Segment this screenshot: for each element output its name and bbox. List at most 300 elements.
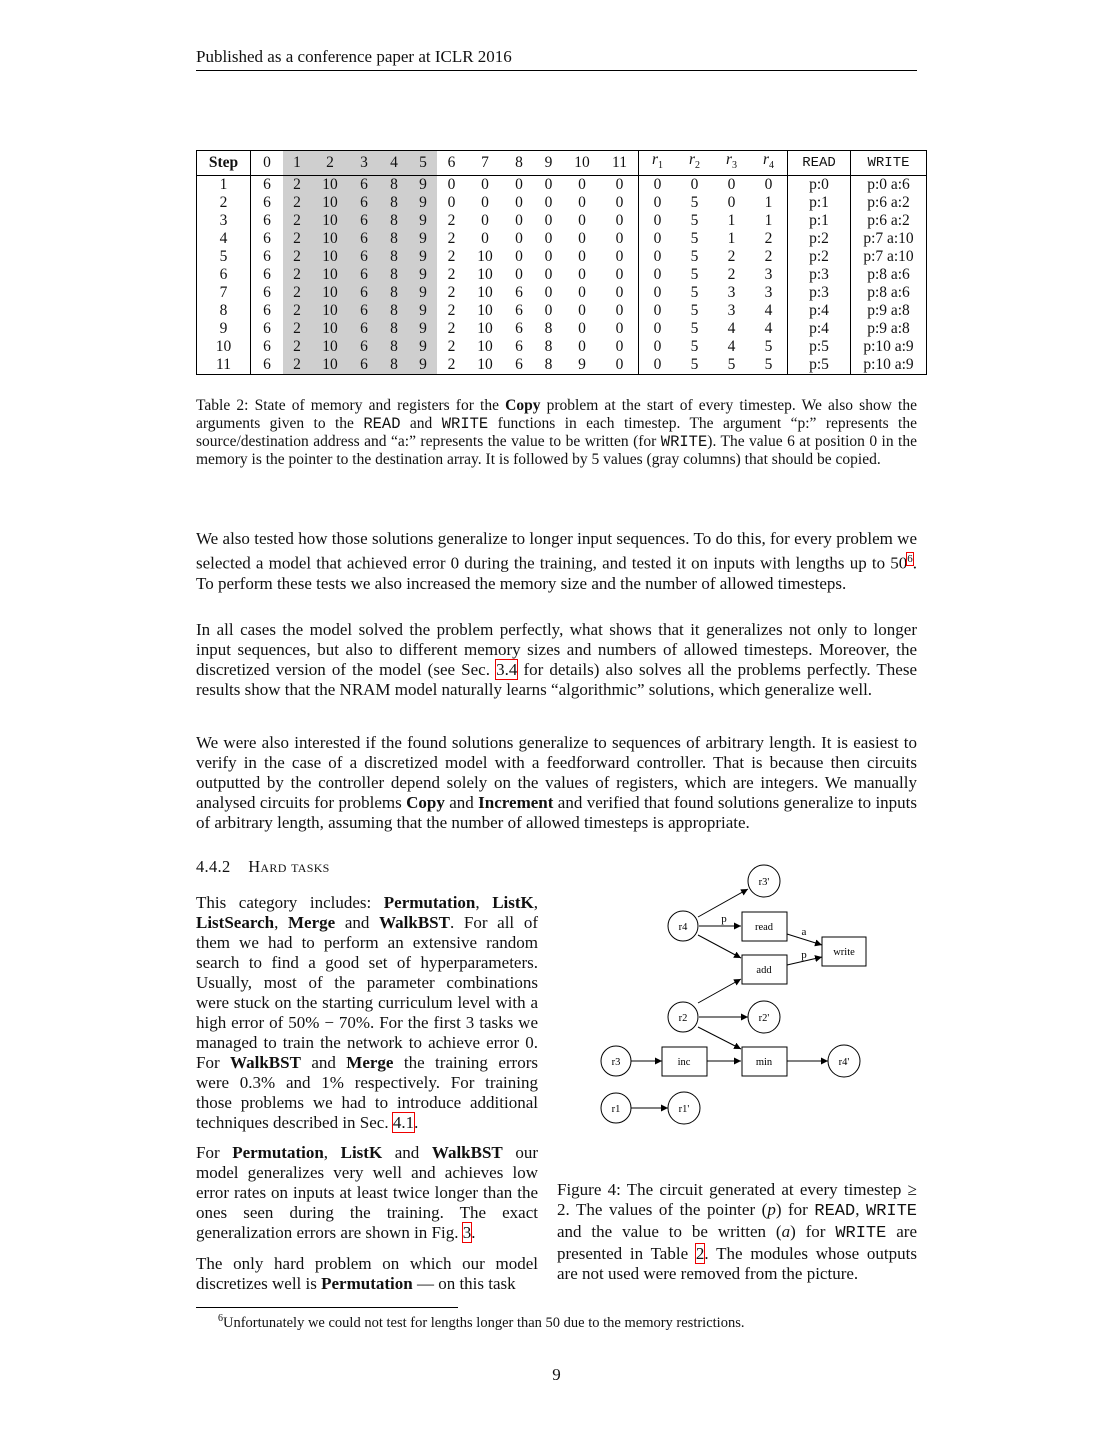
table-cell: 9 (409, 230, 437, 248)
table-cell: 9 (409, 266, 437, 284)
bold-term: Merge (288, 913, 336, 932)
column-header: 6 (437, 151, 466, 176)
table-cell: 1 (197, 176, 251, 195)
table-cell: 0 (481, 176, 489, 194)
table-cell: 2 (283, 248, 311, 266)
table-cell: 0 (615, 302, 624, 320)
table-cell: 2 (447, 230, 456, 248)
column-header: 2 (311, 151, 349, 176)
table-cell: 5 (690, 248, 699, 266)
table-cell: 6 (263, 176, 271, 194)
table-cell: 0 (515, 266, 523, 284)
table-cell: 0 (639, 248, 677, 266)
text: — on this task (412, 1274, 516, 1293)
footnote (196, 1313, 917, 1332)
column-header: $r_1$ (639, 151, 677, 176)
table-cell: 4 (764, 320, 773, 338)
text: ) for (775, 1200, 815, 1219)
column-header: $r_4$ (750, 151, 788, 176)
table-cell: 10 (477, 302, 493, 320)
table-cell: 0 (544, 230, 553, 248)
table-row (197, 302, 927, 320)
table-cell: 9 (409, 194, 437, 212)
column-header: 8 (504, 151, 534, 176)
bold-term: Permutation (232, 1143, 324, 1162)
table-cell: 2 (447, 266, 456, 284)
footnote-rule (196, 1307, 458, 1308)
table-cell: 5 (690, 356, 699, 374)
table-cell: 3 (727, 284, 736, 302)
table-cell: 2 (764, 248, 773, 266)
caption-text: and (400, 415, 442, 432)
text: , (855, 1200, 866, 1219)
caption-text: problem at the start of every timestep. We also show the arguments given to the (196, 397, 917, 432)
table-cell: 8 (379, 212, 409, 230)
table-cell: 10 (311, 284, 349, 302)
table-cell: 10 (477, 338, 493, 356)
text: In all cases the model solved the problem perfectly, what shows that it generalizes not only to longer input sequences, but also to different memory sizes and numbers of allowed timesteps. Moreover, the discretized version of the model (see Sec. (196, 620, 917, 679)
table-cell: p:5 (788, 338, 851, 356)
label-r1: r1 (611, 1104, 621, 1115)
table-cell: 2 (283, 194, 311, 212)
table-cell: 10 (311, 212, 349, 230)
table-cell: 8 (379, 284, 409, 302)
table-cell: 9 (409, 212, 437, 230)
table-cell: 6 (263, 320, 271, 338)
text: and (335, 913, 380, 932)
column-header: 0 (251, 151, 284, 176)
table-cell: 0 (544, 248, 553, 266)
code: WRITE (866, 1202, 918, 1221)
text: for details) also solves all the problems perfectly. These results show that the NRAM model naturally learns “algorithmic” solutions, which generalize well. (196, 660, 917, 699)
column-header: 3 (349, 151, 379, 176)
table-cell: 0 (515, 212, 523, 230)
text: ) for (790, 1222, 836, 1241)
table-cell: 8 (379, 176, 409, 195)
bold-term: Permutation (383, 893, 476, 912)
table-cell: 10 (477, 356, 493, 374)
text: , (274, 913, 288, 932)
page-number: 9 (552, 1365, 561, 1384)
table-cell: 0 (544, 266, 553, 284)
table-cell: 2 (447, 284, 456, 302)
table-2-caption (196, 397, 917, 469)
table-cell: 2 (764, 230, 773, 248)
column-header: 11 (601, 151, 639, 176)
text: and the value to be written ( (557, 1222, 782, 1241)
table-cell: 0 (515, 194, 523, 212)
column-header: $r_3$ (713, 151, 750, 176)
table-cell: p:6 a:2 (851, 212, 927, 230)
table-cell: 3 (764, 284, 773, 302)
bold-term: WalkBST (230, 1053, 301, 1072)
table-cell: 8 (379, 194, 409, 212)
table-row (197, 320, 927, 338)
text: , (533, 893, 539, 912)
caption-code: WRITE (660, 433, 708, 451)
table-cell: 1 (764, 212, 773, 230)
table-cell: 2 (447, 248, 456, 266)
label-r2: r2 (678, 1013, 688, 1024)
table-cell: 6 (515, 302, 523, 320)
table-cell: 5 (727, 356, 736, 374)
figure-4-circuit-diagram (590, 855, 880, 1130)
table-2 (196, 150, 927, 375)
text: our model generalizes very well and achieves low error rates on inputs at least twice longer than the ones seen during the training. The exact generalization errors are shown in Fig. (196, 1143, 539, 1242)
table-cell: 5 (690, 194, 699, 212)
table-cell: 6 (349, 338, 379, 356)
table-cell: 8 (379, 266, 409, 284)
table-cell: 6 (515, 320, 523, 338)
table-cell: 10 (311, 266, 349, 284)
table-cell: 0 (639, 356, 677, 375)
table-cell: 0 (578, 284, 586, 302)
caption-text: ). The value 6 at position 0 in the memory is the pointer to the destination array. It is followed by 5 values (gray columns) that should be copied. (196, 433, 917, 468)
table-cell: 0 (481, 194, 489, 212)
paragraph-hard-tasks (196, 893, 538, 1133)
table-cell: 6 (263, 284, 271, 302)
table-cell: 1 (727, 212, 736, 230)
table-cell: 0 (447, 176, 456, 194)
table-cell: 10 (311, 194, 349, 212)
table-cell: 8 (379, 302, 409, 320)
table-cell: 2 (447, 320, 456, 338)
table-cell: p:6 a:2 (851, 194, 927, 212)
footnote-text: Unfortunately we could not test for lengths longer than 50 due to the memory restrictions. (223, 1314, 745, 1331)
text: , (323, 1143, 341, 1162)
table-cell: 6 (349, 320, 379, 338)
section-number: 4.4.2 (196, 857, 231, 876)
table-cell: 5 (690, 212, 699, 230)
table-cell: p:0 (788, 176, 851, 195)
table-cell: 8 (379, 320, 409, 338)
table-cell: 5 (690, 230, 699, 248)
text: , (475, 893, 493, 912)
table-cell: 2 (283, 302, 311, 320)
table-cell: 5 (690, 338, 699, 356)
table-cell: 0 (615, 356, 624, 374)
section-title: Hard tasks (248, 857, 330, 876)
table-cell: p:4 (788, 320, 851, 338)
table-cell: 2 (283, 230, 311, 248)
table-cell: 2 (283, 356, 311, 375)
table-cell: 6 (263, 356, 271, 374)
table-cell: 7 (197, 284, 251, 302)
table-cell: 8 (544, 320, 553, 338)
code: READ (814, 1202, 856, 1221)
table-cell: 5 (764, 356, 773, 374)
table-cell: 2 (283, 338, 311, 356)
section-ref-link[interactable]: 4.1 (392, 1113, 415, 1132)
table-cell: 6 (349, 284, 379, 302)
table-cell: 4 (727, 338, 736, 356)
table-cell: 1 (764, 194, 773, 212)
table-cell: 6 (263, 248, 271, 266)
table-cell: 5 (690, 302, 699, 320)
footnote-ref[interactable]: 6 (907, 553, 913, 565)
table-cell: 10 (311, 356, 349, 375)
code: WRITE (835, 1224, 887, 1243)
table-cell: 0 (639, 320, 677, 338)
paragraph-results (196, 620, 917, 700)
table-cell: 9 (409, 248, 437, 266)
table-cell: 10 (311, 248, 349, 266)
table-cell: 9 (578, 356, 586, 374)
text: and (444, 793, 479, 812)
table-cell: 8 (544, 338, 553, 356)
column-header: 9 (534, 151, 563, 176)
table-header-row (197, 151, 927, 176)
table-cell: 2 (727, 248, 736, 266)
table-cell: 8 (197, 302, 251, 320)
label-r1-prime: r1' (678, 1104, 690, 1115)
table-cell: 0 (578, 194, 586, 212)
table-cell: 1 (727, 230, 736, 248)
table-cell: 3 (197, 212, 251, 230)
text: and (382, 1143, 432, 1162)
text: the training errors were 0.3% and 1% respectively. For training those problems we had to introduce additional techniques described in Sec. (196, 1053, 538, 1132)
text: We also tested how those solutions generalize to longer input sequences. To do this, for every problem we selected a model that achieved error 0 during the training, and tested it on inputs with lengths up to 50 (196, 529, 917, 573)
caption-bold: Copy (505, 397, 541, 414)
table-cell: p:8 a:6 (851, 284, 927, 302)
label-r3-prime: r3' (758, 877, 770, 888)
table-cell: 0 (578, 320, 586, 338)
table-cell: p:3 (788, 284, 851, 302)
table-cell: 6 (349, 248, 379, 266)
table-cell: 0 (515, 248, 523, 266)
table-cell: 9 (409, 302, 437, 320)
bold-term: WalkBST (379, 913, 450, 932)
bold-term: Increment (478, 793, 554, 812)
table-cell: 0 (615, 266, 624, 284)
table-cell: p:3 (788, 266, 851, 284)
table-cell: 8 (544, 356, 553, 374)
footnote-mark: 6 (218, 1313, 223, 1324)
table-cell: 9 (409, 356, 437, 375)
figure-ref-link[interactable]: 3 (462, 1223, 472, 1242)
label-r4: r4 (678, 922, 688, 933)
table-cell: 10 (311, 320, 349, 338)
column-header: WRITE (851, 151, 927, 176)
text: The only hard problem on which our model discretizes well is (196, 1254, 538, 1293)
edge-label-p: p (801, 949, 807, 961)
text: We were also interested if the found solutions generalize to sequences of arbitrary length. It is easiest to verify in the case of a discretized model with a feedforward controller. That is because then circuits outputted by the controller depend solely on the values of registers, which are integers. We manually analysed circuits for problems (196, 733, 917, 812)
table-cell: 6 (349, 356, 379, 375)
table-cell: 2 (447, 302, 456, 320)
figure-4-caption (557, 1180, 917, 1284)
table-cell: 0 (639, 194, 677, 212)
column-header: 7 (466, 151, 504, 176)
caption-text: functions in each timestep. The argument “p:” represents the source/destination address and “a:” represents the value to be written (for (196, 415, 917, 450)
memory-state-table (196, 150, 927, 375)
column-header: $r_2$ (676, 151, 713, 176)
table-cell: 6 (515, 338, 523, 356)
table-cell: 6 (263, 194, 271, 212)
bold-term: WalkBST (431, 1143, 503, 1162)
table-cell: 0 (544, 176, 553, 194)
table-cell: 0 (615, 248, 624, 266)
math-var: a (781, 1222, 791, 1241)
table-cell: 0 (615, 320, 624, 338)
table-cell: 9 (409, 338, 437, 356)
table-cell: 6 (349, 212, 379, 230)
table-cell: 6 (197, 266, 251, 284)
text: . For all of them we had to perform an extensive random search to find a good set of hyperparameters. Usually, most of the parameter combinations were stuck on the starting curriculum level with a high error of 50% − 70%. For the first 3 tasks we managed to train the network to achieve error 0. For (196, 913, 538, 1072)
table-cell: 2 (727, 266, 736, 284)
table-cell: 0 (639, 266, 677, 284)
table-cell: 10 (477, 320, 493, 338)
table-row (197, 212, 927, 230)
caption-label: Table 2: (196, 397, 249, 414)
table-cell: 0 (481, 230, 489, 248)
table-cell: 6 (263, 266, 271, 284)
table-cell: 0 (727, 194, 736, 212)
bold-term: Permutation (321, 1274, 413, 1293)
table-cell: 2 (447, 212, 456, 230)
table-cell: 0 (544, 212, 553, 230)
text: . To perform these tests we also increased the memory size and the number of allowed timesteps. (196, 553, 917, 593)
table-cell: 0 (578, 266, 586, 284)
section-ref-link[interactable]: 3.4 (496, 660, 518, 679)
table-cell: 0 (639, 284, 677, 302)
table-cell: 0 (615, 230, 624, 248)
table-cell: p:10 a:9 (851, 356, 927, 375)
table-cell: 6 (349, 176, 379, 195)
table-cell: 5 (197, 248, 251, 266)
table-cell: 0 (578, 248, 586, 266)
table-row (197, 338, 927, 356)
table-cell: 9 (197, 320, 251, 338)
text: . (471, 1223, 476, 1242)
text: are presented in Table (557, 1222, 917, 1263)
paragraph-generalize (196, 1143, 538, 1243)
table-cell: 4 (197, 230, 251, 248)
table-cell: 2 (283, 212, 311, 230)
column-header: READ (788, 151, 851, 176)
table-cell: 6 (263, 302, 271, 320)
table-row (197, 230, 927, 248)
table-cell: 5 (690, 284, 699, 302)
table-cell: 0 (615, 338, 624, 356)
bold-term: Merge (346, 1053, 394, 1072)
table-cell: 10 (311, 176, 349, 195)
table-cell: 0 (544, 284, 553, 302)
table-cell: 0 (615, 176, 624, 194)
table-cell: 10 (477, 284, 493, 302)
table-cell: 0 (615, 284, 624, 302)
table-cell: 0 (578, 230, 586, 248)
table-cell: 6 (263, 212, 271, 230)
bold-term: Copy (406, 793, 445, 812)
table-cell: p:5 (788, 356, 851, 375)
table-cell: 6 (515, 356, 523, 374)
table-cell: 4 (727, 320, 736, 338)
table-cell: 0 (764, 176, 773, 194)
table-cell: 9 (409, 320, 437, 338)
text: This category includes: (196, 893, 384, 912)
table-cell: p:1 (788, 194, 851, 212)
table-cell: 6 (263, 338, 271, 356)
bold-term: ListSearch (196, 913, 275, 932)
text: Figure 4: The circuit generated at every timestep ≥ 2. The values of the pointer ( (557, 1180, 917, 1219)
table-cell: 10 (477, 248, 493, 266)
table-row (197, 194, 927, 212)
table-cell: 0 (578, 338, 586, 356)
table-cell: 0 (639, 176, 677, 195)
table-cell: 9 (409, 284, 437, 302)
table-cell: 5 (690, 320, 699, 338)
table-cell: 0 (639, 302, 677, 320)
table-cell: p:9 a:8 (851, 302, 927, 320)
table-cell: 3 (727, 302, 736, 320)
table-row (197, 356, 927, 375)
table-cell: p:7 a:10 (851, 230, 927, 248)
table-cell: 8 (379, 356, 409, 375)
math-var: p (767, 1200, 776, 1219)
table-cell: 10 (311, 338, 349, 356)
table-row (197, 266, 927, 284)
table-cell: p:10 a:9 (851, 338, 927, 356)
label-r3: r3 (611, 1057, 621, 1068)
table-cell: 6 (515, 284, 523, 302)
table-cell: 8 (379, 230, 409, 248)
label-min: min (755, 1057, 773, 1068)
table-cell: 6 (349, 230, 379, 248)
label-add: add (756, 965, 772, 976)
table-cell: p:9 a:8 (851, 320, 927, 338)
table-cell: 10 (311, 302, 349, 320)
table-cell: p:1 (788, 212, 851, 230)
table-cell: 0 (615, 194, 624, 212)
table-cell: 10 (197, 338, 251, 356)
table-cell: 0 (447, 194, 456, 212)
table-cell: 6 (349, 194, 379, 212)
table-cell: 2 (447, 338, 456, 356)
label-r2-prime: r2' (758, 1013, 770, 1024)
table-cell: 2 (283, 176, 311, 195)
table-cell: 2 (447, 356, 456, 374)
label-inc: inc (677, 1057, 691, 1068)
table-cell: 2 (283, 284, 311, 302)
table-cell: 0 (578, 212, 586, 230)
column-header: Step (197, 151, 251, 176)
bold-term: ListK (492, 893, 534, 912)
table-cell: p:2 (788, 230, 851, 248)
table-cell: 6 (263, 230, 271, 248)
table-ref-link[interactable]: 2 (695, 1244, 705, 1263)
label-write: write (833, 947, 855, 958)
table-row (197, 284, 927, 302)
table-cell: 4 (764, 302, 773, 320)
table-cell: p:7 a:10 (851, 248, 927, 266)
paragraph-discretize (196, 1254, 538, 1294)
caption-text: State of memory and registers for the (248, 397, 506, 414)
label-r4-prime: r4' (838, 1057, 850, 1068)
table-cell: 0 (544, 302, 553, 320)
text: . The modules whose outputs are not used were removed from the picture. (557, 1244, 917, 1283)
caption-code: WRITE (441, 415, 489, 433)
table-cell: 8 (379, 248, 409, 266)
edge-label-p: p (721, 913, 727, 925)
table-cell: 6 (349, 266, 379, 284)
table-cell: 0 (639, 212, 677, 230)
running-head: Published as a conference paper at ICLR 2016 (196, 47, 512, 66)
table-cell: 0 (578, 176, 586, 194)
table-cell: 10 (477, 266, 493, 284)
table-cell: 0 (727, 176, 736, 194)
table-row (197, 176, 927, 195)
text: and (300, 1053, 347, 1072)
